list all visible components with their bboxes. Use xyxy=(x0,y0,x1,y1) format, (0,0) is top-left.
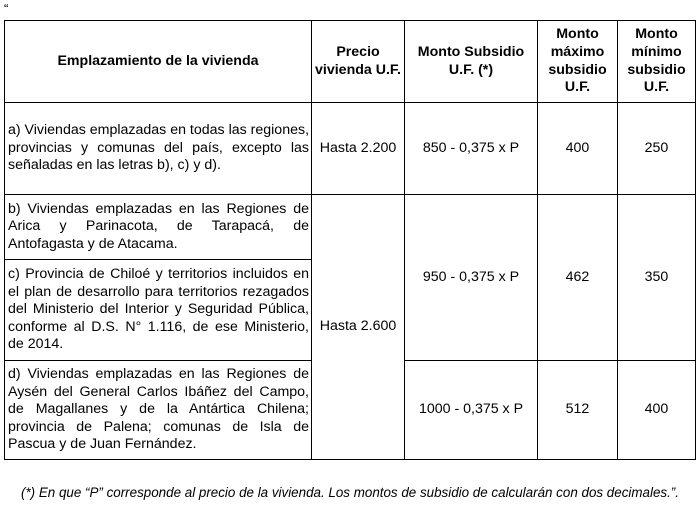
opening-quote-mark: “ xyxy=(4,1,9,16)
subsidy-table xyxy=(4,20,696,460)
subsidy-cell-merged: 950 - 0,375 x P xyxy=(405,195,538,361)
subsidy-cell: 1000 - 0,375 x P xyxy=(405,361,538,460)
location-cell: b) Viviendas emplazadas en las Regiones de Arica y Parinacota, de Tarapacá, de Antofagasta y de Atacama. xyxy=(5,195,312,260)
header-subsidy: Monto Subsidio U.F. (*) xyxy=(405,21,538,103)
location-cell: a) Viviendas emplazadas en todas las regiones, provincias y comunas del país, excepto las señaladas en las letras b), c) y d). xyxy=(5,103,312,195)
min-subsidy-cell: 250 xyxy=(618,103,696,195)
footnote: (*) En que “P” corresponde al precio de la vivienda. Los montos de subsidio de calcularán con dos decimales.”. xyxy=(21,485,679,500)
subsidy-cell: 850 - 0,375 x P xyxy=(405,103,538,195)
max-subsidy-cell: 400 xyxy=(538,103,618,195)
price-cell-merged: Hasta 2.600 xyxy=(312,195,405,460)
table-header-row xyxy=(5,21,696,103)
table-row xyxy=(5,195,696,260)
price-cell: Hasta 2.200 xyxy=(312,103,405,195)
min-subsidy-cell-merged: 350 xyxy=(618,195,696,361)
header-min-subsidy: Monto mínimo subsidio U.F. xyxy=(618,21,696,103)
max-subsidy-cell-merged: 462 xyxy=(538,195,618,361)
location-cell: d) Viviendas emplazadas en las Regiones de Aysén del General Carlos Ibáñez del Campo, de Magallanes y de la Antártica Chilena; provincia de Palena; comunas de Isla de Pascua y de Juan Fernández. xyxy=(5,361,312,460)
header-max-subsidy: Monto máximo subsidio U.F. xyxy=(538,21,618,103)
min-subsidy-cell: 400 xyxy=(618,361,696,460)
header-price: Precio vivienda U.F. xyxy=(312,21,405,103)
table-row xyxy=(5,103,696,195)
max-subsidy-cell: 512 xyxy=(538,361,618,460)
header-location: Emplazamiento de la vivienda xyxy=(5,21,312,103)
location-cell: c) Provincia de Chiloé y territorios incluidos en el plan de desarrollo para territorios rezagados del Ministerio del Interior y Seguridad Pública, conforme al D.S. N° 1.116, de ese Ministerio, de 2014. xyxy=(5,260,312,361)
